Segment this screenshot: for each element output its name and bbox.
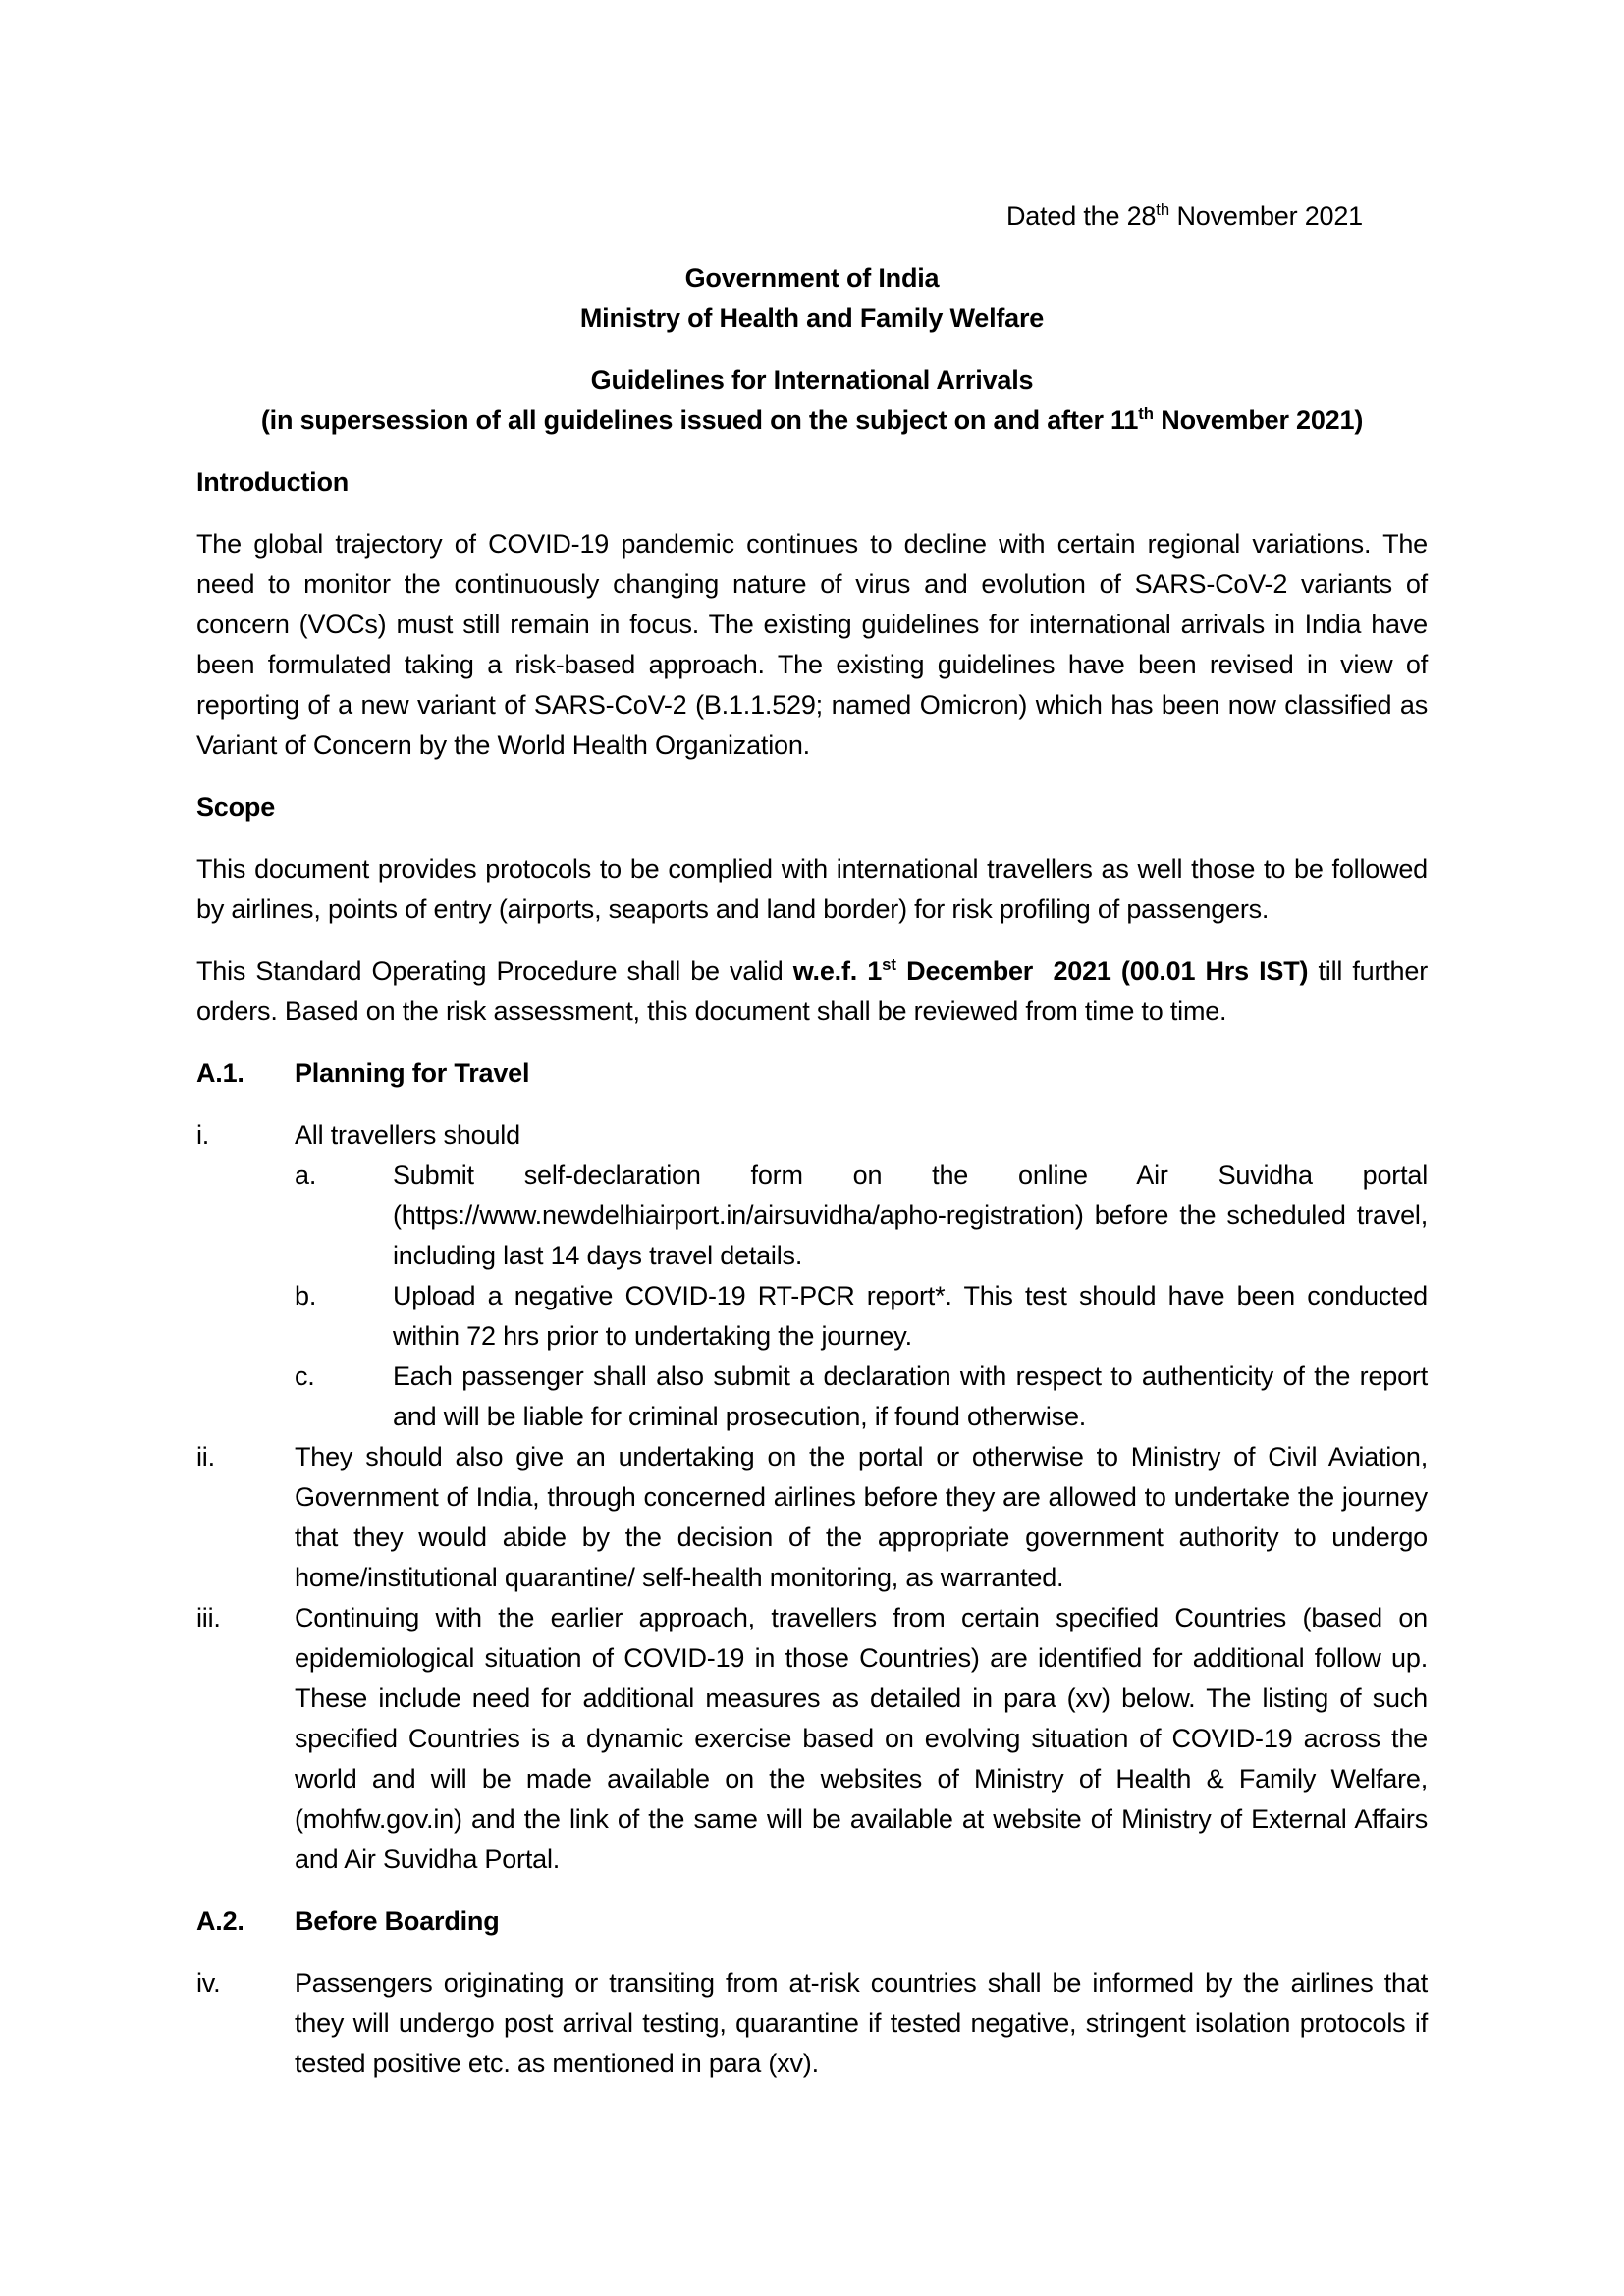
government-header-block <box>196 258 1428 339</box>
section-a2-number: A.2. <box>196 1906 244 1936</box>
scope-heading: Scope <box>196 792 276 822</box>
date-text: Dated the 28 <box>1005 201 1157 231</box>
list-item-iv <box>196 1963 1428 2084</box>
list-item-i-a-text-pre: Submit self-declaration form on the online Air Suvidha portal ( <box>393 1160 1428 1230</box>
scope-paragraph-2-text-rest: till further orders. Based on the risk assessment, this document shall be reviewed from time to time. <box>196 956 1428 1026</box>
effective-date-text-rest: December 2021 (00.01 Hrs IST) <box>895 956 1309 986</box>
list-item-iv-marker: iv. <box>196 1968 221 1998</box>
date-text-rest: November 2021 <box>1169 201 1363 231</box>
list-item-i <box>196 1115 1428 1437</box>
scope-paragraph-1: This document provides protocols to be complied with international travellers as well those to be followed by airlines, points of entry (airports, seaports and land border) for risk profiling of passengers. <box>196 854 1428 924</box>
section-a2-title: Before Boarding <box>295 1906 500 1936</box>
document-title: Guidelines for International Arrivals <box>590 365 1034 395</box>
government-of-india-line: Government of India <box>684 263 940 293</box>
subtitle-text: (in supersession of all guidelines issued on the subject on and after 11 <box>260 405 1139 435</box>
list-item-i-c-text: Each passenger shall also submit a declaration with respect to authenticity of the report and will be liable for criminal prosecution, if found otherwise. <box>393 1362 1428 1431</box>
effective-date-ordinal-superscript: st <box>882 955 896 974</box>
section-a1-list <box>196 1115 1428 1880</box>
list-item-i-text: All travellers should <box>295 1120 520 1149</box>
document-subtitle <box>261 405 1363 435</box>
list-item-i-c <box>295 1357 1428 1437</box>
section-a2-heading <box>196 1901 1428 1942</box>
list-item-i-b <box>295 1276 1428 1357</box>
list-item-i-a-text-post: ) before the scheduled travel, including last 14 days travel details. <box>393 1201 1428 1270</box>
list-item-i-b-text: Upload a negative COVID-19 RT-PCR report*. This test should have been conducted within 72 hrs prior to undertaking the journey. <box>393 1281 1428 1351</box>
list-item-iv-text: Passengers originating or transiting from at-risk countries shall be informed by the airlines that they will undergo post arrival testing, quarantine if tested negative, stringent isolation protocols if tested positive etc. as mentioned in para (xv). <box>295 1968 1428 2078</box>
title-block <box>196 360 1428 441</box>
list-item-i-marker: i. <box>196 1120 210 1149</box>
list-item-i-a <box>295 1155 1428 1276</box>
list-item-i-content <box>295 1115 1428 1437</box>
section-a1-title: Planning for Travel <box>295 1058 530 1088</box>
list-item-i-a-text <box>393 1155 1428 1276</box>
subtitle-text-rest: November 2021) <box>1154 405 1364 435</box>
effective-date-text: w.e.f. 1 <box>792 956 883 986</box>
subtitle-ordinal-superscript: th <box>1138 404 1154 423</box>
introduction-heading: Introduction <box>196 467 350 497</box>
section-a1-heading <box>196 1053 1428 1094</box>
list-item-iii-marker: iii. <box>196 1603 221 1632</box>
effective-date-bold <box>793 956 1309 986</box>
scope-paragraph-2-text: This Standard Operating Procedure shall be valid <box>196 956 793 986</box>
introduction-paragraph: The global trajectory of COVID-19 pandemic continues to decline with certain regional variations. The need to monitor the continuously changing nature of virus and evolution of SARS-CoV-2 variants of concern (VOCs) must still remain in focus. The existing guidelines for international arrivals in India have been formulated taking a risk-based approach. The existing guidelines have been revised in view of reporting of a new variant of SARS-CoV-2 (B.1.1.529; named Omicron) which has been now classified as Variant of Concern by the World Health Organization. <box>196 529 1428 760</box>
list-item-ii <box>196 1437 1428 1598</box>
list-item-iii <box>196 1598 1428 1880</box>
section-a1-number: A.1. <box>196 1058 244 1088</box>
ministry-line: Ministry of Health and Family Welfare <box>579 303 1045 333</box>
list-item-ii-text: They should also give an undertaking on the portal or otherwise to Ministry of Civil Aviation, Government of India, through concerned airlines before they are allowed to undertake the journey that they would abide by the decision of the appropriate government authority to undergo home/institutional quarantine/ self-health monitoring, as warranted. <box>295 1442 1428 1592</box>
list-item-i-c-marker: c. <box>295 1362 315 1391</box>
list-item-iii-text: Continuing with the earlier approach, travellers from certain specified Countries (based on epidemiological situation of COVID-19 in those Countries) are identified for additional follow up. These include need for additional measures as detailed in para (xv) below. The listing of such specified Countries is a dynamic exercise based on evolving situation of COVID-19 across the world and will be made available on the websites of Ministry of Health & Family Welfare, (mohfw.gov.in) and the link of the same will be available at website of Ministry of External Affairs and Air Suvidha Portal. <box>295 1603 1428 1874</box>
air-suvidha-url: https://www.newdelhiairport.in/airsuvidha/apho-registration <box>401 1201 1075 1230</box>
date-line <box>196 196 1428 237</box>
list-item-ii-marker: ii. <box>196 1442 215 1471</box>
list-item-i-a-marker: a. <box>295 1160 317 1190</box>
date-ordinal-superscript: th <box>1156 200 1170 219</box>
list-item-i-b-marker: b. <box>295 1281 317 1310</box>
scope-paragraph-2 <box>196 951 1428 1032</box>
section-a2-list <box>196 1963 1428 2084</box>
